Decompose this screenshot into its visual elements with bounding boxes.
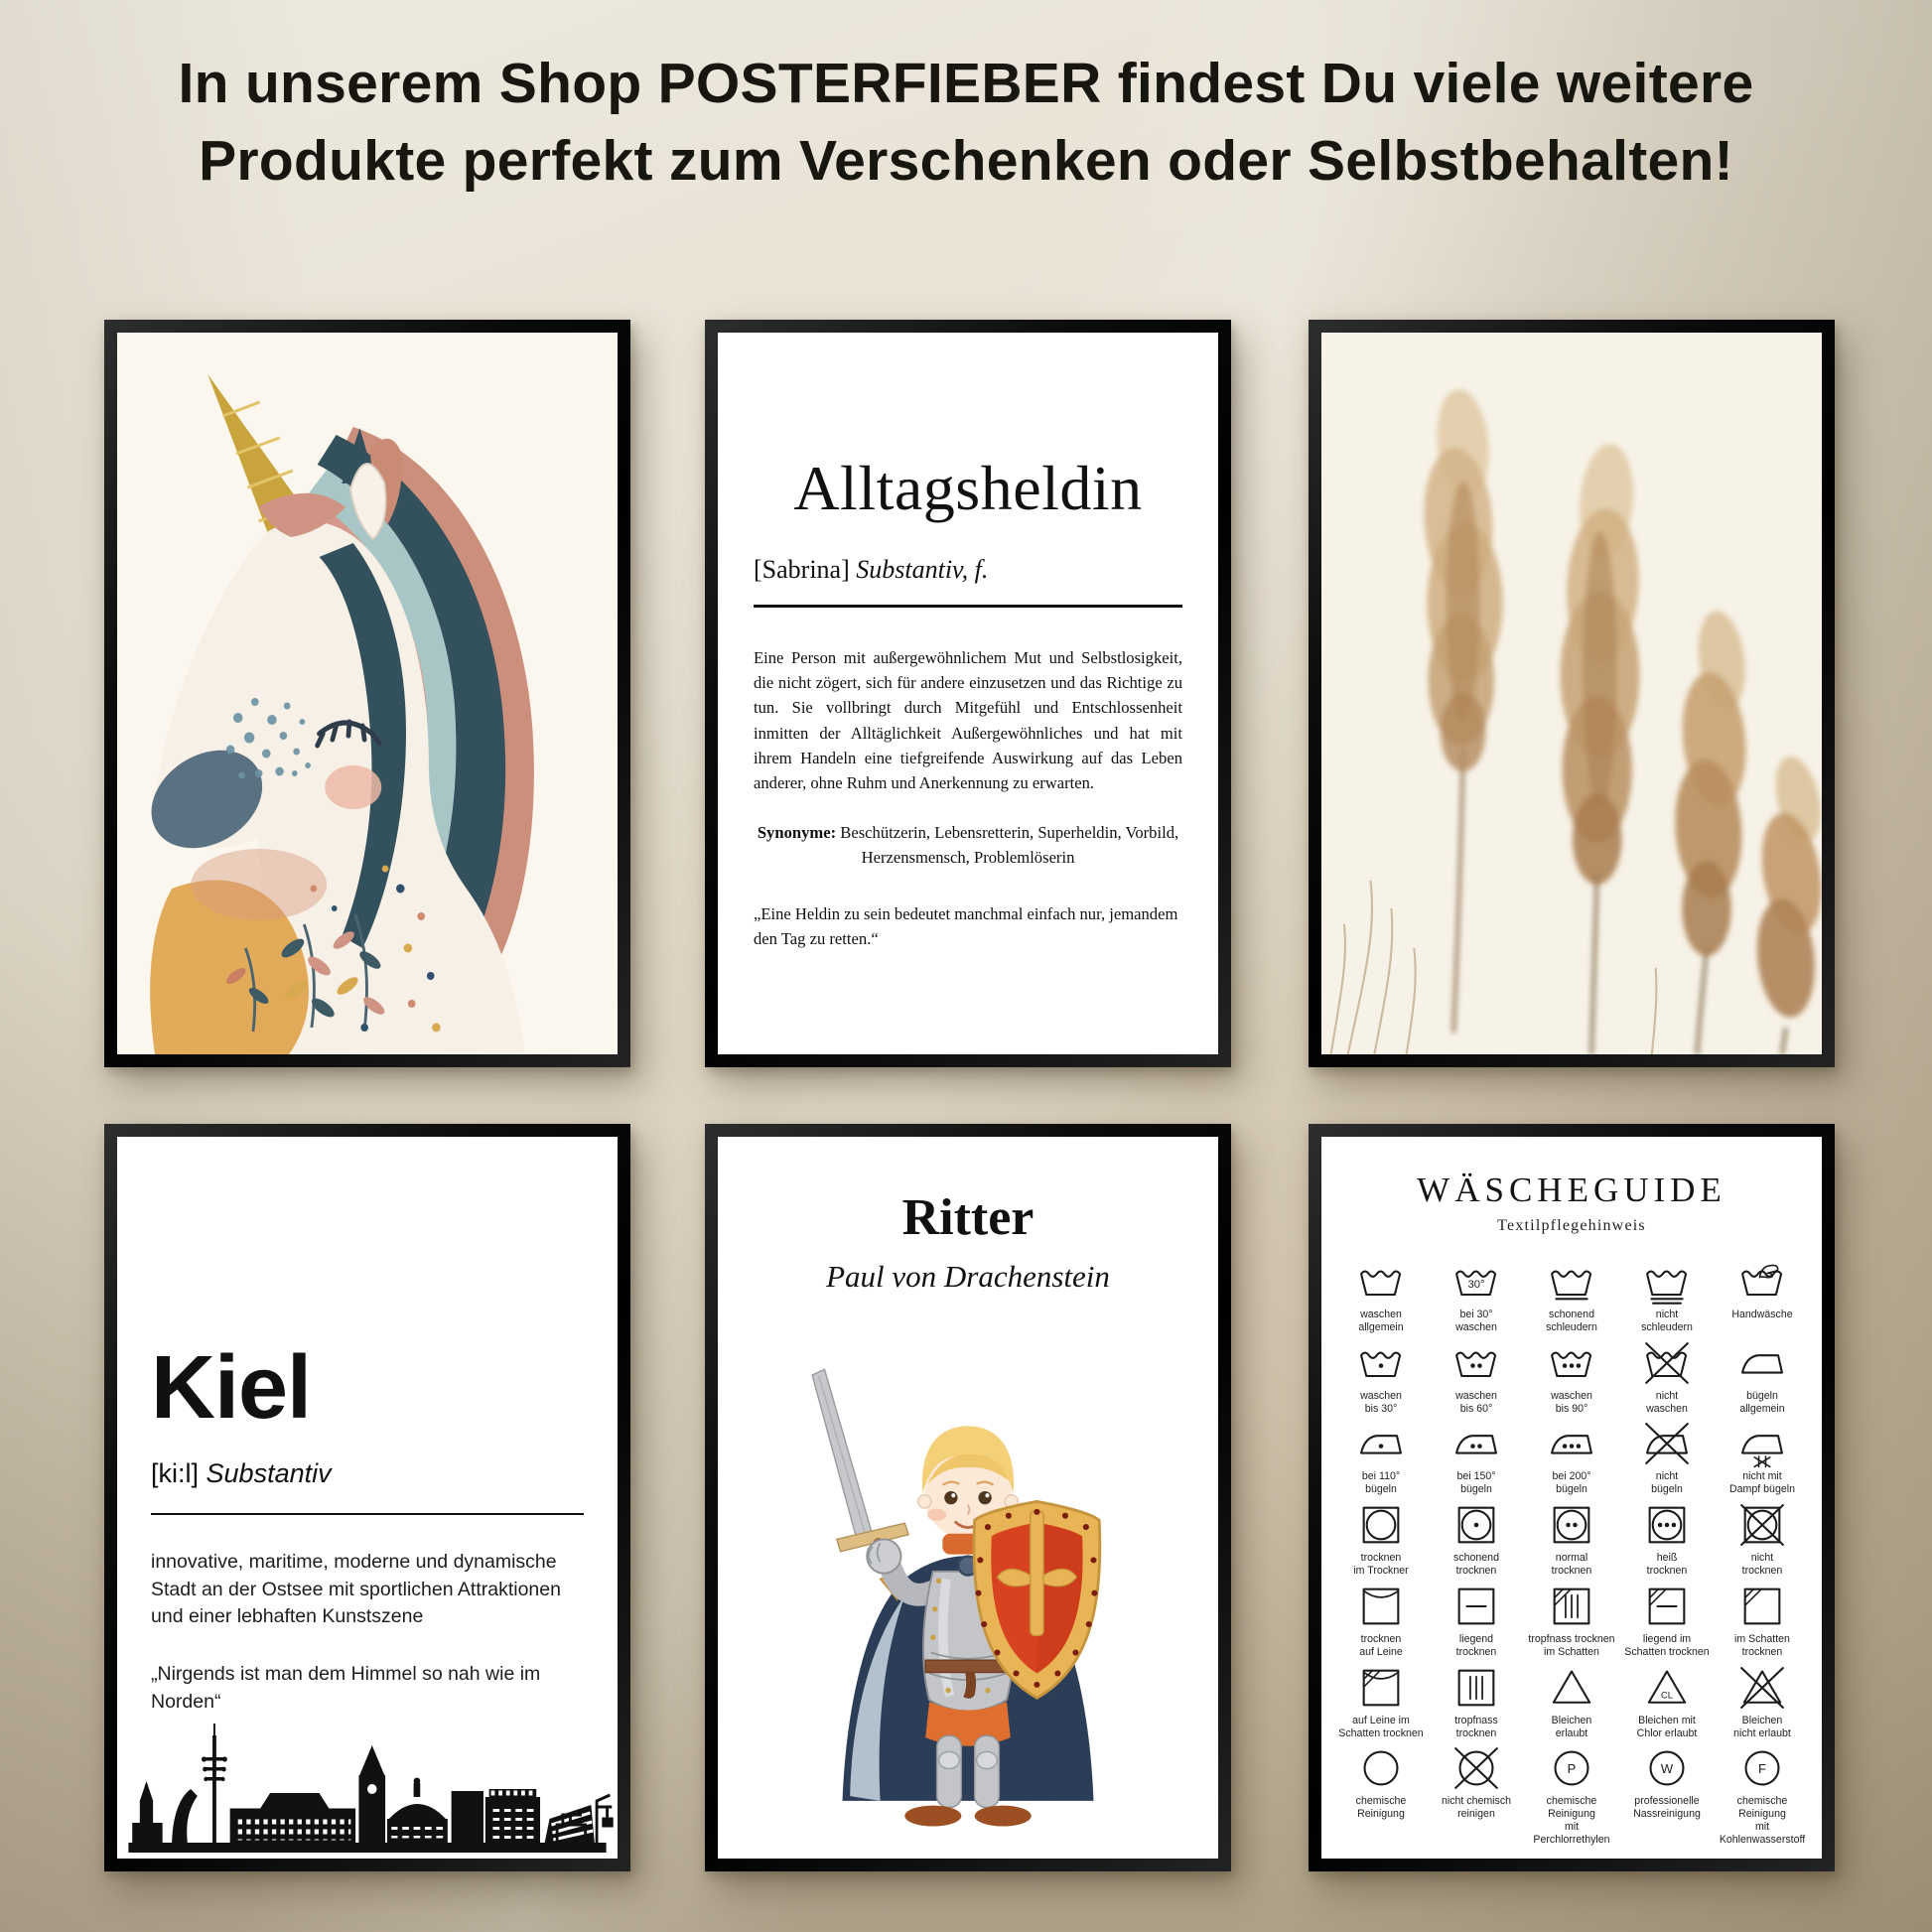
divider-rule: [151, 1513, 584, 1515]
care-cell-29-triangle: [1717, 1662, 1808, 1743]
care-cell-label: nicht chemisch reinigen: [1441, 1795, 1512, 1821]
care-cell-24-square: [1717, 1581, 1808, 1662]
care-cell-30-circle: [1335, 1742, 1427, 1847]
knight-illustration: [718, 1282, 1218, 1853]
definition-title: Alltagsheldin: [793, 453, 1143, 523]
svg-text:30°: 30°: [1467, 1279, 1485, 1292]
city-quote: „Nirgends ist man dem Himmel so nah wie im Norden“: [151, 1663, 541, 1713]
care-cell-label: trocknen auf Leine: [1359, 1632, 1403, 1658]
pampas-illustration: [1321, 333, 1822, 1054]
care-cell-label: nicht trocknen: [1741, 1552, 1783, 1578]
care-cell-label: waschen bis 60°: [1455, 1389, 1497, 1415]
iron-care-icon: [1641, 1418, 1693, 1469]
square-care-icon: [1450, 1662, 1502, 1714]
care-cell-26-square: [1431, 1662, 1522, 1743]
dryer-care-icon: [1450, 1499, 1502, 1551]
care-cell-23-square: [1621, 1581, 1713, 1662]
care-cell-label: waschen bis 30°: [1360, 1389, 1402, 1415]
divider-rule: [754, 605, 1182, 608]
care-cell-32-circle: [1526, 1742, 1617, 1847]
care-cell-label: Handwäsche: [1731, 1309, 1793, 1320]
square-care-icon: [1355, 1662, 1407, 1714]
poster-frame-kiel: [104, 1124, 630, 1871]
circle-care-icon: [1641, 1742, 1693, 1794]
care-cell-22-square: [1526, 1581, 1617, 1662]
city-wordclass: Substantiv: [206, 1458, 332, 1488]
care-cell-label: heiß trocknen: [1646, 1552, 1688, 1578]
care-cell-label: auf Leine im Schatten trocknen: [1338, 1714, 1424, 1739]
tub-care-icon: [1641, 1256, 1693, 1308]
square-care-icon: [1641, 1581, 1693, 1632]
care-cell-label: nicht waschen: [1646, 1389, 1688, 1415]
headline-line-2: Produkte perfekt zum Verschenken oder Selbstbehalten!: [199, 128, 1733, 193]
care-cell-28-triangle: [1621, 1662, 1713, 1743]
dryer-care-icon: [1641, 1499, 1693, 1551]
care-cell-8-tub: [1621, 1337, 1713, 1419]
care-cell-11-iron: [1431, 1418, 1522, 1499]
care-cell-9-iron: [1717, 1337, 1808, 1419]
unicorn-cheek: [325, 765, 381, 809]
dryer-care-icon: [1736, 1499, 1788, 1551]
care-cell-0-tub: [1335, 1256, 1427, 1337]
care-cell-7-tub: [1526, 1337, 1617, 1419]
care-cell-label: bei 200° bügeln: [1552, 1470, 1591, 1496]
circle-care-icon: [1736, 1742, 1788, 1794]
care-cell-21-square: [1431, 1581, 1522, 1662]
circle-care-icon: [1450, 1742, 1502, 1794]
care-cell-3-tub: [1621, 1256, 1713, 1337]
knight-subtitle: Paul von Drachenstein: [826, 1259, 1110, 1294]
laundry-guide-title: WÄSCHEGUIDE: [1417, 1171, 1726, 1209]
care-cell-18-dryer: [1621, 1499, 1713, 1581]
care-cell-13-iron: [1621, 1418, 1713, 1499]
svg-text:F: F: [1758, 1761, 1766, 1777]
poster-pampas: [1321, 333, 1822, 1054]
city-description: innovative, maritime, moderne und dynamische Stadt an der Ostsee mit sportlichen Attraktionen und einer lebhaften Kunstszene: [151, 1551, 561, 1628]
shop-headline: [0, 46, 1932, 200]
tub-care-icon: [1736, 1256, 1788, 1308]
definition-body: Eine Person mit außergewöhnlichem Mut und Selbstlosigkeit, die nicht zögert, sich für andere einzusetzen und das Richtige zu tun. Sie vollbringt durch Mitgefühl und Entschlossenheit inmitten der Alltäglichkeit Außergewöhnliches und hat mit ihrem Handeln eine tiefgreifende Auswirkung auf das Leben anderer, ohne Ruhm und Anerkennung zu erwarten.: [754, 648, 1182, 793]
care-symbol-grid: [1335, 1256, 1808, 1847]
care-cell-label: professionelle Nassreinigung: [1633, 1795, 1701, 1821]
care-cell-label: tropfnass trocknen: [1454, 1714, 1498, 1739]
kiel-skyline-silhouette: [117, 1708, 618, 1859]
definition-wordclass: Substantiv, f.: [856, 555, 989, 584]
circle-care-icon: [1546, 1742, 1597, 1794]
care-cell-34-circle: [1717, 1742, 1808, 1847]
care-cell-label: nicht schleudern: [1641, 1309, 1693, 1333]
synonyms-line-2: Herzensmensch, Problemlöserin: [861, 848, 1075, 868]
care-cell-label: liegend trocknen: [1455, 1632, 1497, 1658]
poster-frame-ritter: [705, 1124, 1231, 1871]
care-cell-label: bei 110° bügeln: [1361, 1470, 1401, 1496]
care-cell-label: tropfnass trocknen im Schatten: [1528, 1632, 1615, 1658]
poster-unicorn: [117, 333, 618, 1054]
care-cell-label: trocknen im Trockner: [1353, 1552, 1409, 1578]
care-cell-label: nicht mit Dampf bügeln: [1729, 1470, 1795, 1496]
headline-line-1: In unserem Shop POSTERFIEBER findest Du viele weitere: [178, 52, 1754, 115]
unicorn-illustration: [117, 333, 618, 1054]
definition-term: [Sabrina]: [754, 555, 850, 584]
dryer-care-icon: [1546, 1499, 1597, 1551]
care-cell-4-tub: [1717, 1256, 1808, 1337]
square-care-icon: [1546, 1581, 1597, 1632]
iron-care-icon: [1546, 1418, 1597, 1469]
poster-alltagsheldin: [718, 333, 1218, 1054]
care-cell-label: bei 150° bügeln: [1456, 1470, 1496, 1496]
square-care-icon: [1450, 1581, 1502, 1632]
care-cell-label: Bleichen mit Chlor erlaubt: [1636, 1714, 1698, 1739]
tub-care-icon: [1450, 1256, 1502, 1308]
knight-gauntlet: [867, 1539, 900, 1573]
care-cell-label: chemische Reinigung: [1355, 1795, 1407, 1821]
definition-subtitle: [754, 555, 1182, 585]
care-cell-33-circle: [1621, 1742, 1713, 1847]
care-cell-16-dryer: [1431, 1499, 1522, 1581]
care-cell-27-triangle: [1526, 1662, 1617, 1743]
care-cell-label: nicht bügeln: [1651, 1470, 1683, 1496]
circle-care-icon: [1355, 1742, 1407, 1794]
triangle-care-icon: [1546, 1662, 1597, 1714]
care-cell-20-square: [1335, 1581, 1427, 1662]
care-cell-label: im Schatten trocknen: [1734, 1632, 1790, 1658]
dryer-care-icon: [1355, 1499, 1407, 1551]
care-cell-label: schonend trocknen: [1453, 1552, 1499, 1578]
care-cell-5-tub: [1335, 1337, 1427, 1419]
triangle-care-icon: [1641, 1662, 1693, 1714]
poster-frame-alltagsheldin: [705, 320, 1231, 1067]
knight-title: Ritter: [901, 1189, 1035, 1246]
city-title: Kiel: [151, 1338, 312, 1438]
square-care-icon: [1355, 1581, 1407, 1632]
poster-waescheguide: [1321, 1137, 1822, 1859]
care-cell-label: Bleichen erlaubt: [1551, 1714, 1592, 1739]
care-cell-label: bügeln allgemein: [1739, 1389, 1785, 1415]
care-cell-19-dryer: [1717, 1499, 1808, 1581]
laundry-guide-subtitle: Textilpflegehinweis: [1497, 1217, 1646, 1234]
city-pronunciation: [ki:l]: [151, 1458, 200, 1488]
tub-care-icon: [1355, 1337, 1407, 1389]
poster-frame-pampas: [1309, 320, 1835, 1067]
poster-frame-unicorn: [104, 320, 630, 1067]
svg-text:CL: CL: [1660, 1689, 1674, 1701]
unicorn-patch-salmon: [191, 849, 327, 920]
tub-care-icon: [1355, 1256, 1407, 1308]
poster-frame-waescheguide: [1309, 1124, 1835, 1871]
care-cell-label: liegend im Schatten trocknen: [1624, 1632, 1710, 1658]
care-cell-1-tub: [1431, 1256, 1522, 1337]
synonyms-line-1: Beschützerin, Lebensretterin, Superheldin, Vorbild,: [840, 823, 1179, 843]
care-cell-2-tub: [1526, 1256, 1617, 1337]
svg-text:P: P: [1567, 1761, 1577, 1777]
care-cell-label: chemische Reinigung mit Perchlorrethylen: [1533, 1795, 1610, 1847]
city-subtitle: [151, 1458, 618, 1489]
iron-care-icon: [1736, 1337, 1788, 1389]
care-cell-label: waschen allgemein: [1358, 1309, 1404, 1333]
poster-kiel: [117, 1137, 618, 1859]
care-cell-10-iron: [1335, 1418, 1427, 1499]
care-cell-label: normal trocknen: [1551, 1552, 1592, 1578]
care-cell-6-tub: [1431, 1337, 1522, 1419]
care-cell-label: waschen bis 90°: [1551, 1389, 1592, 1415]
square-care-icon: [1736, 1581, 1788, 1632]
tub-care-icon: [1546, 1337, 1597, 1389]
iron-care-icon: [1450, 1418, 1502, 1469]
svg-text:W: W: [1660, 1761, 1674, 1777]
definition-quote: „Eine Heldin zu sein bedeutet manchmal einfach nur, jemandem den Tag zu retten.“: [754, 904, 1178, 948]
care-cell-31-circle: [1431, 1742, 1522, 1847]
tub-care-icon: [1546, 1256, 1597, 1308]
synonyms-block: [748, 821, 1188, 871]
triangle-care-icon: [1736, 1662, 1788, 1714]
tub-care-icon: [1641, 1337, 1693, 1389]
care-cell-label: Bleichen nicht erlaubt: [1733, 1714, 1791, 1739]
care-cell-17-dryer: [1526, 1499, 1617, 1581]
care-cell-label: bei 30° waschen: [1455, 1309, 1497, 1333]
care-cell-label: chemische Reinigung mit Kohlenwasserstoff: [1719, 1795, 1806, 1847]
poster-ritter: [718, 1137, 1218, 1859]
synonyms-label: Synonyme:: [757, 823, 837, 843]
care-cell-label: schonend schleudern: [1546, 1309, 1597, 1333]
iron-care-icon: [1355, 1418, 1407, 1469]
care-cell-25-square: [1335, 1662, 1427, 1743]
care-cell-15-dryer: [1335, 1499, 1427, 1581]
tub-care-icon: [1450, 1337, 1502, 1389]
iron-care-icon: [1736, 1418, 1788, 1469]
care-cell-12-iron: [1526, 1418, 1617, 1499]
care-cell-14-iron: [1717, 1418, 1808, 1499]
